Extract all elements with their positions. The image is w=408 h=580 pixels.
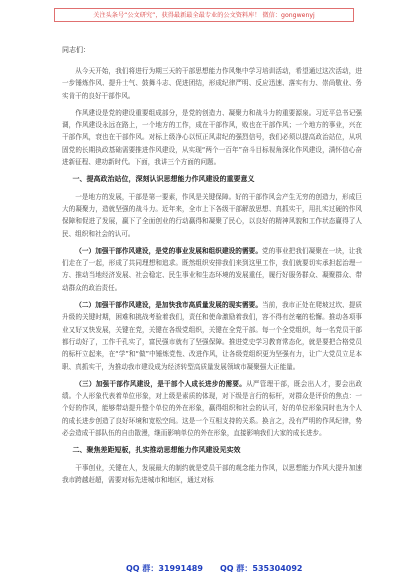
qq-group-2: QQ 群：535304092 (220, 564, 303, 573)
paragraph-5-lead: （二）加强干部作风建设，是加快我市高质量发展的现实需要。 (75, 301, 262, 310)
paragraph-1: 从今天开始，我们将进行为期三天的干部思想能力作风集中学习培训活动，希望通过这次活动，进一步锤炼作风、提升士气、鼓舞斗志、促进团结，形成纪律严明、反应迅速、落实有力、崇尚敬业、务实肯干的良好干部作风。 (62, 67, 362, 100)
paragraph-3: 一是地方的发展，干部是第一要素，作风是关键保障。好的干部作风会产生无穷的创造力，形成巨大的凝聚力，造就坚强的战斗力。近年来，全市上下各级干部解放思想、真抓实干，用扎实过硬的作风保障和促进了发展，赢下了全面创业的行动赢得和凝聚了民心，以良好的精神风貌和工作状态赢得了人民、组织和社会的认可。 (62, 192, 362, 238)
greeting: 同志们： (62, 46, 90, 54)
paragraph-5 (62, 299, 362, 373)
paragraph-4-text: 党的事业把我们凝聚在一块，让我们走在了一起，形成了共同理想和追求。既然组织安排我们来到这里工作，我们就要切实承担起治理一方、推动当地经济发展、社会稳定、民生事业和生态环境的发展重任，履行好服务群众、凝聚群众、带动群众的政治责任。 (62, 246, 362, 292)
paragraph-2: 作风建设是党的建设重要组成部分，是党的创造力、凝聚力和战斗力的重要源泉。习近平总书记强调，作风建设永远在路上，一个地方的工作，成在干部作风，败也在干部作风；一个地方的事业，兴在干部作风，衰也在干部作风。对标上级净心以恒正风肃纪的强烈信号，我们必须以提高政治站位，从巩固党的长期执政基础需要推进作风建设，从实现“两个一百年”奋斗目标视角深化作风建设，满怀信心奋进新征程、建功新时代。下面，我讲三个方面的问题。 (62, 108, 362, 167)
top-banner: 关注头条号“公文研究”，获得最新最全最专业的公文资料库！ 微信：gongwenyj (54, 8, 354, 22)
paragraph-7: 干事创业，关键在人，发展最大的制约就是党员干部的观念能力作风，以思想能力作风大提升加速我市跨越赶超，需要对标先进城市和地区，通过对标 (62, 463, 362, 484)
paragraph-4 (62, 245, 362, 294)
paragraph-6 (62, 378, 362, 439)
paragraph-4-lead: （一）加强干部作风建设，是党的事业发展和组织建设的需要。 (75, 246, 262, 255)
document-body (62, 44, 362, 491)
paragraph-6-lead: （三）加强干部作风建设，是干部个人成长进步的需要。 (75, 379, 247, 388)
section-heading-2: 二、聚焦差距短板，扎实推动思想能力作风建设见实效 (72, 446, 241, 455)
qq-group-1: QQ 群：31991489 (126, 564, 203, 573)
paragraph-5-text: 当前，我市正处在爬坡过坎、提质升级的关键时期，困难和挑战考验着我们，责任和使命激励着我们，容不得有丝毫的松懈。推动各项事业又好又快发展，关键在党，关键在各级党组织，关键在全党干部。每一个全党组织，每一名党员干部都行动好了，工作千孔实了，富民强市就有了坚强保障。推进党史学习教育常态化，就是要把合格党员的标杆立起来，在“学”和“做”中锤炼党性、改进作风，让各级党组织更为坚强有力，让广大党员立足本职、真抓实干，为推动我市建设成为经济转型高质量发展领域市凝聚强大正能量。 (62, 301, 362, 371)
bottom-banner (0, 560, 408, 578)
paragraph-6-text: 从严管理干部，既会出人才，要会出政绩。个人形象代表着单位形象，对上级是素质的体现，对下级是言行的标杆，对群众是评价的焦点：一个好的作风，能够带动提升整个单位的外在形象，赢得组织和社会的认可，好的单位形象同时也为个人的成长进步创造了良好环境和宽松空间。这是一个互相支持的关系。换言之，没有严明的作风纪律，势必会造成干部队伍的自由散漫，继而影响单位的外在形象，直接影响我们大家的成长进步。 (62, 379, 363, 438)
section-heading-1: 一、提高政治站位，深刻认识思想能力作风建设的重要意义 (72, 175, 255, 184)
